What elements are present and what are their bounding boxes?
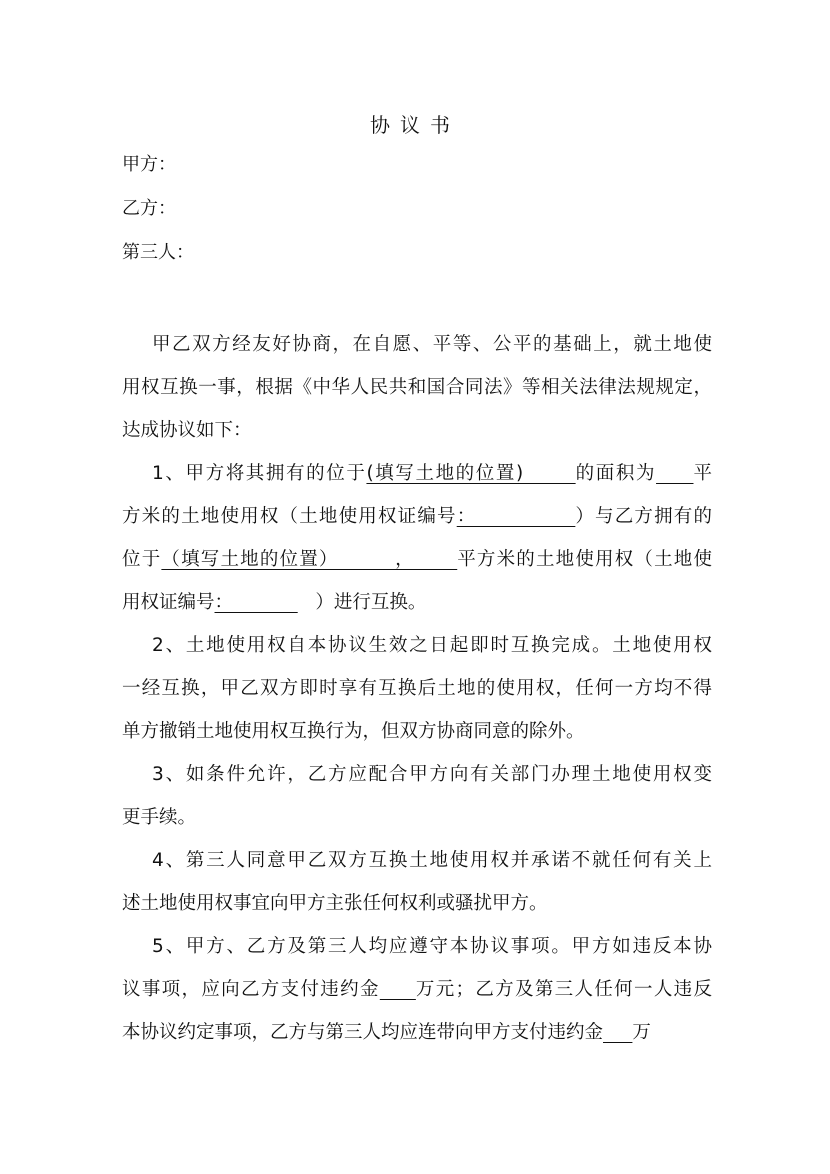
text-segment: 用权互换一事，根据《中华人民共和国合同法》等相关法律法规规定， xyxy=(122,377,712,398)
text-line xyxy=(122,538,712,581)
paragraph xyxy=(122,323,712,452)
text-segment: 一经互换，甲乙双方即时享有互换后土地的使用权，任何一方均不得 xyxy=(122,678,712,699)
text-line xyxy=(122,495,712,538)
text-line xyxy=(122,710,712,753)
text-line xyxy=(122,968,712,1011)
text-line xyxy=(122,1011,712,1054)
paragraph xyxy=(122,624,712,753)
parties-block xyxy=(122,143,194,275)
paragraph xyxy=(122,753,712,839)
text-line xyxy=(122,581,712,624)
fill-in-blank: ： xyxy=(456,506,576,527)
paragraph xyxy=(122,452,712,624)
text-segment: 方米的土地使用权（土地使用权证编号 xyxy=(122,506,457,527)
document-title: 协议书 xyxy=(370,113,460,137)
text-segment: 万 xyxy=(632,1022,651,1043)
text-segment: 2、土地使用权自本协议生效之日起即时互换完成。土地使用权 xyxy=(152,635,712,656)
text-segment: ）与乙方拥有的 xyxy=(575,506,712,527)
text-segment: 述土地使用权事宜向甲方主张任何权利或骚扰甲方。 xyxy=(122,893,548,914)
fill-in-blank xyxy=(603,1022,632,1043)
paragraph xyxy=(122,839,712,925)
text-line xyxy=(122,323,712,366)
text-line xyxy=(122,624,712,667)
fill-in-blank xyxy=(656,463,693,484)
text-segment: 万元；乙方及第三人任何一人违反 xyxy=(415,979,712,1000)
text-segment: 平方米的土地使用权（土地使 xyxy=(457,549,712,570)
text-segment: 位于 xyxy=(122,549,162,570)
text-segment: 甲乙双方经友好协商，在自愿、平等、公平的基础上，就土地使 xyxy=(152,334,712,355)
text-line xyxy=(122,796,712,839)
text-segment: 达成协议如下： xyxy=(122,420,252,441)
text-line xyxy=(122,753,712,796)
text-line xyxy=(122,667,712,710)
text-segment: 4、第三人同意甲乙双方互换土地使用权并承诺不就任何有关上 xyxy=(152,850,712,871)
text-segment: 平 xyxy=(693,463,712,484)
text-segment: 3、如条件允许，乙方应配合甲方向有关部门办理土地使用权变 xyxy=(152,764,712,785)
party-a-label: 甲方： xyxy=(122,154,176,175)
text-segment: 的面积为 xyxy=(575,463,657,484)
fill-in-blank: （填写土地的位置） ， xyxy=(161,549,458,570)
fill-in-blank xyxy=(380,979,416,1000)
text-line xyxy=(122,839,712,882)
party-b-label: 乙方： xyxy=(122,198,176,219)
fill-in-blank: (填写土地的位置) xyxy=(366,463,576,484)
fill-in-blank: ： xyxy=(214,592,298,613)
text-line xyxy=(122,452,712,495)
agreement-body xyxy=(122,323,712,1054)
text-segment: 1、甲方将其拥有的位于 xyxy=(152,463,367,484)
text-segment: 本协议约定事项，乙方与第三人均应连带向甲方支付违约金 xyxy=(122,1022,604,1043)
text-segment: 更手续。 xyxy=(122,807,197,828)
text-line xyxy=(122,409,712,452)
text-line xyxy=(122,366,712,409)
third-party-label: 第三人： xyxy=(122,242,194,263)
text-segment: ）进行互换。 xyxy=(297,592,427,613)
text-segment: 单方撤销土地使用权互换行为，但双方协商同意的除外。 xyxy=(122,721,585,742)
text-line xyxy=(122,882,712,925)
text-segment: 用权证编号 xyxy=(122,592,215,613)
text-segment: 5、甲方、乙方及第三人均应遵守本协议事项。甲方如违反本协 xyxy=(152,936,712,957)
text-line xyxy=(122,925,712,968)
text-segment: 议事项，应向乙方支付违约金 xyxy=(122,979,380,1000)
paragraph xyxy=(122,925,712,1054)
